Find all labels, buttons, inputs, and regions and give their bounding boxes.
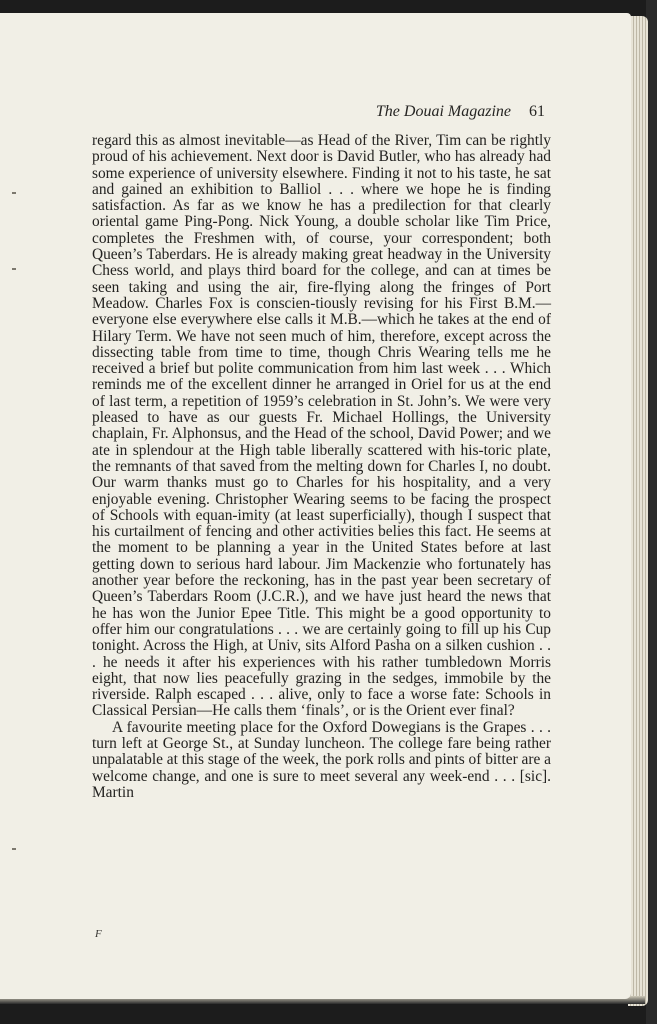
margin-mark [12, 192, 16, 194]
paragraph: A favourite meeting place for the Oxford Dowegians is the Grapes . . . turn left at George St., at Sunday luncheon. The college fare being rather unpalatable at this stage of the week, the pork rolls and pints of bitter are a welcome change, and one is sure to meet several any week-end . . . [sic]. Martin [92, 718, 552, 801]
margin-mark [12, 268, 16, 270]
signature-mark: F [95, 928, 102, 940]
page-number: 61 [529, 103, 545, 120]
running-head [376, 103, 545, 121]
page-stack-edges [628, 16, 648, 1006]
margin-mark [12, 848, 16, 850]
paragraph: regard this as almost inevitable—as Head of the River, Tim can be rightly proud of his achievement. Next door is David Butler, who has already had some experience of university elsewhere. Finding it not to his taste, he sat and gained an exhibition to Balliol . . . where we hope he is finding satisfaction. As far as we know he has a predilection for that clearly oriental game Ping-Pong. Nick Young, a double scholar like Tim Price, completes the Freshmen with, of course, your correspondent; both Queen’s Taberdars. He is already making great headway in the University Chess world, and plays third board for the college, and can at times be seen taking and using the air, fire-flying along the fringes of Port Meadow. Charles Fox is conscien-tiously revising for his First B.M.—everyone else everywhere else calls it M.B.—which he takes at the end of Hilary Term. We have not seen much of him, therefore, except across the dissecting table from time to time, though Chris Wearing tells me he received a brief but polite communication from him last week . . . Which reminds me of the excellent dinner he arranged in Oriel for us at the end of last term, a repetition of 1959’s celebration in St. John’s. We were very pleased to have as our guests Fr. Michael Hollings, the University chaplain, Fr. Alphonsus, and the Head of the school, David Power; and we ate in splendour at the High table liberally scattered with his-toric plate, the remnants of that saved from the melting down for Charles I, no doubt. Our warm thanks must go to Charles for his hospitality, and a very enjoyable evening. Christopher Wearing seems to be facing the prospect of Schools with equan-imity (at least superficially), though I suspect that his curtailment of fencing and other activities belies this fact. He seems at the moment to be planning a year in the United States before at last getting down to serious hard labour. Jim Mackenzie who fortunately has another year before the reckoning, has in the past year been secretary of Queen’s Taberdars Room (J.C.R.), and we have just heard the news that he has won the Junior Epee Title. This might be a good opportunity to offer him our congratulations . . . we are certainly going to fill up his Cup tonight. Across the High, at Univ, sits Alford Pasha on a silken cushion . . . he needs it after his experiences with his rather tumbledown Morris eight, that now lies peacefully grazing in the sedges, immobile by the riverside. Ralph escaped . . . alive, only to face a worse fate: Schools in Classical Persian—He calls them ‘finals’, or is the Orient ever final? [92, 132, 551, 720]
magazine-title: The Douai Magazine [375, 103, 511, 120]
article-body [92, 133, 551, 801]
